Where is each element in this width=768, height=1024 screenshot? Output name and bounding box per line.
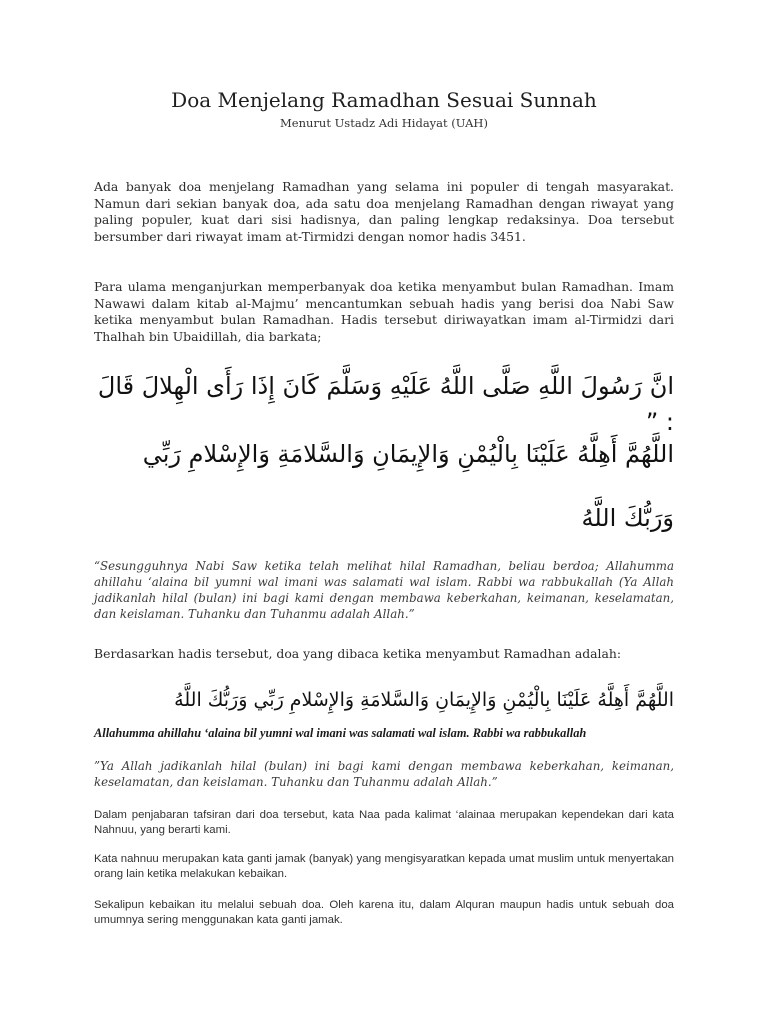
- doa-intro-paragraph: Berdasarkan hadis tersebut, doa yang dibaca ketika menyambut Ramadhan adalah:: [94, 646, 622, 661]
- hadith-translation: “Sesungguhnya Nabi Saw ketika telah melihat hilal Ramadhan, beliau berdoa; Allahumma ahillahu ‘alaina bil yumni wal imani was salamati wal islam. Rabbi wa rabbukallah (Ya Allah jadikanlah hilal (bulan) ini bagi kami dengan membawa keberkahan, keimanan, keselamatan, dan keislaman. Tuhanku dan Tuhanmu adalah Allah.”: [94, 559, 674, 621]
- arabic-hadith-line-1: انَّ رَسُولَ اللَّهِ صَلَّى اللَّهُ عَلَيْهِ وَسَلَّمَ كَانَ إِذَا رَأَى الْهِلالَ قَالَ : ”: [97, 372, 674, 436]
- arabic-hadith-line-2: اللَّهُمَّ أَهِلَّهُ عَلَيْنَا بِالْيُمْنِ وَالإِيمَانِ وَالسَّلامَةِ وَالإِسْلامِ رَبِّي: [142, 440, 674, 468]
- tafsir-paragraph: Dalam penjabaran tafsiran dari doa tersebut, kata Naa pada kalimat ‘alainaa merupakan kependekan dari kata Nahnuu, yang berarti kami.: [94, 809, 674, 836]
- doa-transliteration: Allahumma ahillahu ‘alaina bil yumni wal imani was salamati wal islam. Rabbi wa rabbukallah: [94, 726, 587, 740]
- closing-paragraph: Sekalipun kebaikan itu melalui sebuah doa. Oleh karena itu, dalam Alquran maupun hadis untuk sebuah doa umumnya sering menggunakan kata ganti jamak.: [94, 899, 674, 926]
- scholars-paragraph: Para ulama menganjurkan memperbanyak doa ketika menyambut bulan Ramadhan. Imam Nawawi dalam kitab al-Majmu’ mencantumkan sebuah hadis yang berisi doa Nabi Saw ketika menyambut bulan Ramadhan. Hadis tersebut diriwayatkan imam al-Tirmidzi dari Thalhah bin Ubaidillah, dia barkata;: [94, 279, 674, 344]
- intro-paragraph: Ada banyak doa menjelang Ramadhan yang selama ini populer di tengah masyarakat. Namun dari sekian banyak doa, ada satu doa menjelang Ramadhan dengan riwayat yang paling populer, kuat dari sisi hadisnya, dan paling lengkap redaksinya. Doa tersebut bersumber dari riwayat imam at-Tirmidzi dengan nomor hadis 3451.: [94, 179, 674, 244]
- arabic-hadith-line-3: وَرَبُّكَ اللَّهُ: [581, 504, 674, 532]
- document-title: Doa Menjelang Ramadhan Sesuai Sunnah: [171, 88, 597, 112]
- document-subtitle: Menurut Ustadz Adi Hidayat (UAH): [280, 116, 488, 130]
- doa-translation: ”Ya Allah jadikanlah hilal (bulan) ini bagi kami dengan membawa keberkahan, keimanan, keselamatan, dan keislaman. Tuhanku dan Tuhanmu adalah Allah.”: [94, 759, 674, 789]
- arabic-doa: اللَّهُمَّ أَهِلَّهُ عَلَيْنَا بِالْيُمْنِ وَالإِيمَانِ وَالسَّلامَةِ وَالإِسْلامِ رَبِّي وَرَبُّكَ اللَّهُ: [174, 689, 674, 711]
- nahnuu-paragraph: Kata nahnuu merupakan kata ganti jamak (banyak) yang mengisyaratkan kepada umat muslim untuk menyertakan orang lain ketika melakukan kebaikan.: [94, 853, 674, 880]
